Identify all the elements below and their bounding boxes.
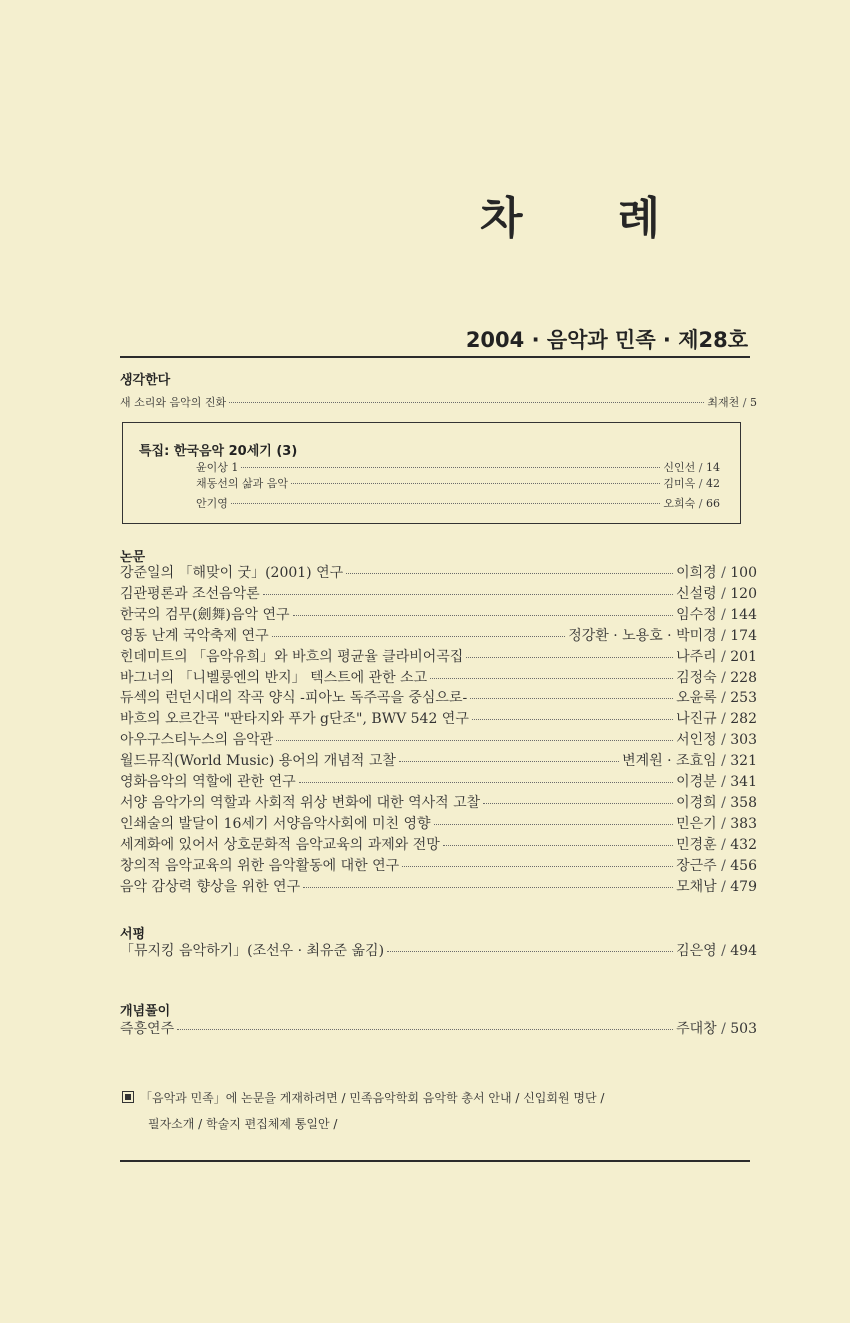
entry-page: 253 [730,690,757,707]
entry-title: 아우구스티누스의 음악관 [120,732,274,749]
toc-entry: 안기영 오희숙 / 66 [196,497,720,510]
entry-title: 영동 난계 국악축제 연구 [120,627,269,644]
entry-page: 282 [730,711,757,728]
toc-entry [120,879,757,895]
section-heading-think: 생각한다 [120,373,171,388]
leader-dots [231,503,661,504]
entry-author: 장근주 [676,857,717,874]
entry-title: 서양 음악가의 역할과 사회적 위상 변화에 대한 역사적 고찰 [120,794,481,811]
entry-page: 201 [730,648,757,665]
leader-dots [346,573,673,574]
section-heading-review: 서평 [120,927,146,942]
leader-dots [177,1029,673,1030]
separator: / [716,857,731,874]
leader-dots [241,467,660,468]
entry-title: 강준일의 「해맞이 굿」(2001) 연구 [120,565,344,581]
footer-note [122,1085,762,1137]
entry-author: 나진규 [676,711,717,728]
entry-page: 479 [730,878,757,895]
toc-entry [120,816,757,832]
toc-entry [120,711,757,727]
toc-entry [120,565,757,581]
entry-page: 432 [730,836,757,853]
entry-title: 음악 감상력 향상을 위한 연구 [120,878,301,895]
toc-entry [120,774,757,790]
entry-author: 이희경 [676,565,717,581]
leader-dots [399,761,619,762]
note-line-1: 「음악과 민족」에 논문을 게재하려면 / 민족음악학회 음악학 총서 안내 / 신입회원 명단 / [140,1091,605,1105]
separator: / [716,606,731,623]
issue-line: 2004 · 음악과 민족 · 제28호 [465,328,748,352]
separator: / [716,836,731,853]
separator: / [716,794,731,811]
entry-page: 494 [730,943,757,959]
toc-entry [120,732,757,748]
entry-title: 세계화에 있어서 상호문화적 음악교육의 과제와 전망 [120,836,440,853]
separator: / [716,774,731,790]
leader-dots [472,719,673,720]
leader-dots [483,803,673,804]
leader-dots [299,782,673,783]
leader-dots [434,824,674,825]
toc-entry: 윤이상 1 신인선 / 14 [196,461,720,474]
toc-entry [120,795,757,811]
leader-dots [402,866,673,867]
square-bullet-icon [122,1091,134,1103]
toc-entry [120,753,757,769]
separator: / [716,669,731,686]
toc-entry: 「뮤지킹 음악하기」(조선우 · 최유준 옮김) 김은영 / 494 [120,943,757,959]
entry-author: 변계원 · 조효임 [622,753,717,770]
entry-page: 341 [730,774,757,790]
entry-title: 새 소리와 음악의 진화 [120,396,227,409]
toc-entry [120,607,757,623]
toc-entry [120,858,757,874]
entry-page: 321 [730,753,757,770]
header-rule [120,356,750,358]
entry-author: 이경분 [676,774,717,790]
entry-title: 듀섹의 런던시대의 작곡 양식 -피아노 독주곡을 중심으로- [120,690,468,707]
toc-entry [120,690,757,706]
entry-author: 신설령 [676,585,717,602]
leader-dots [387,951,673,952]
leader-dots [291,483,660,484]
toc-entry [120,628,757,644]
entry-title: 인쇄술의 발달이 16세기 서양음악사회에 미친 영향 [120,815,431,832]
leader-dots [293,615,674,616]
entry-page: 228 [730,669,757,686]
entry-author: 주대창 [676,1021,717,1037]
leader-dots [229,402,704,403]
entry-author: 민은기 [676,815,717,832]
entry-author: 민경훈 [676,836,717,853]
leader-dots [276,740,673,741]
separator: / [716,585,731,602]
entry-author: 김은영 [676,943,717,959]
footer-rule [120,1160,750,1162]
entry-author: 오윤록 [676,690,717,707]
leader-dots [272,636,566,637]
toc-entry [120,649,757,665]
toc-entry [120,837,757,853]
entry-author: 서인정 [676,732,717,749]
entry-page: 144 [730,606,757,623]
entry-title: 한국의 검무(劍舞)음악 연구 [120,606,290,623]
entry-title: 채동선의 삶과 음악 [196,477,289,490]
toc-entry [120,670,757,686]
leader-dots [430,678,673,679]
entry-page: 503 [730,1021,757,1037]
separator: / [716,627,731,644]
entry-page: 100 [730,565,757,581]
entry-page: 383 [730,815,757,832]
leader-dots [303,887,673,888]
entry-page: 358 [730,794,757,811]
entry-author: 신인선 [663,461,696,474]
section-heading-special: 특집: 한국음악 20세기 (3) [139,444,298,459]
entry-title: 「뮤지킹 음악하기」(조선우 · 최유준 옮김) [120,943,385,959]
entry-page: 456 [730,857,757,874]
title-char-2: 례 [617,193,660,244]
toc-entry [120,586,757,602]
entry-author: 정강환 · 노용호 · 박미경 [568,627,717,644]
toc-entry: 채동선의 삶과 음악 김미옥 / 42 [196,477,720,490]
entry-author: 김정숙 [676,669,717,686]
entry-title: 바흐의 오르간곡 "판타지와 푸가 g단조", BWV 542 연구 [120,711,469,728]
leader-dots [263,594,673,595]
entry-title: 월드뮤직(World Music) 용어의 개념적 고찰 [120,753,396,770]
entry-title: 바그너의 「니벨룽엔의 반지」 텍스트에 관한 소고 [120,669,428,686]
section-heading-concept: 개념풀이 [120,1004,171,1019]
entry-author: 임수정 [676,606,717,623]
section-heading-papers: 논문 [120,550,146,565]
entry-page: 120 [730,585,757,602]
entry-page: 303 [730,732,757,749]
toc-entry: 즉흥연주 주대창 / 503 [120,1021,757,1037]
entry-page: 42 [706,477,720,490]
separator: / [716,878,731,895]
entry-page: 5 [750,396,757,409]
title-char-1: 차 [480,193,523,244]
entry-author: 나주리 [676,648,717,665]
entry-title: 안기영 [196,497,228,510]
entry-title: 즉흥연주 [120,1021,175,1037]
entry-author: 오희숙 [663,497,696,510]
entry-page: 174 [730,627,757,644]
entry-page: 66 [706,497,720,510]
entry-author: 최재천 [707,396,740,409]
separator: / [716,565,731,581]
entry-title: 힌데미트의 「음악유희」와 바흐의 평균율 클라비어곡집 [120,648,464,665]
separator: / [716,690,731,707]
entry-author: 모채남 [676,878,717,895]
separator: / [716,648,731,665]
entry-title: 영화음악의 역할에 관한 연구 [120,774,296,790]
entry-author: 이경희 [676,794,717,811]
entry-title: 창의적 음악교육의 위한 음악활동에 대한 연구 [120,857,400,874]
leader-dots [466,657,673,658]
page-title [480,182,660,246]
separator: / [716,753,731,770]
separator: / [716,711,731,728]
entry-author: 김미옥 [663,477,696,490]
note-line-2: 필자소개 / 학술지 편집체제 통일안 / [148,1117,338,1131]
toc-entry: 새 소리와 음악의 진화 최재천 / 5 [120,396,757,409]
separator: / [716,815,731,832]
leader-dots [470,698,673,699]
separator: / [716,732,731,749]
entry-title: 김관평론과 조선음악론 [120,585,260,602]
leader-dots [443,845,673,846]
entry-page: 14 [706,461,720,474]
entry-title: 윤이상 1 [196,461,239,474]
